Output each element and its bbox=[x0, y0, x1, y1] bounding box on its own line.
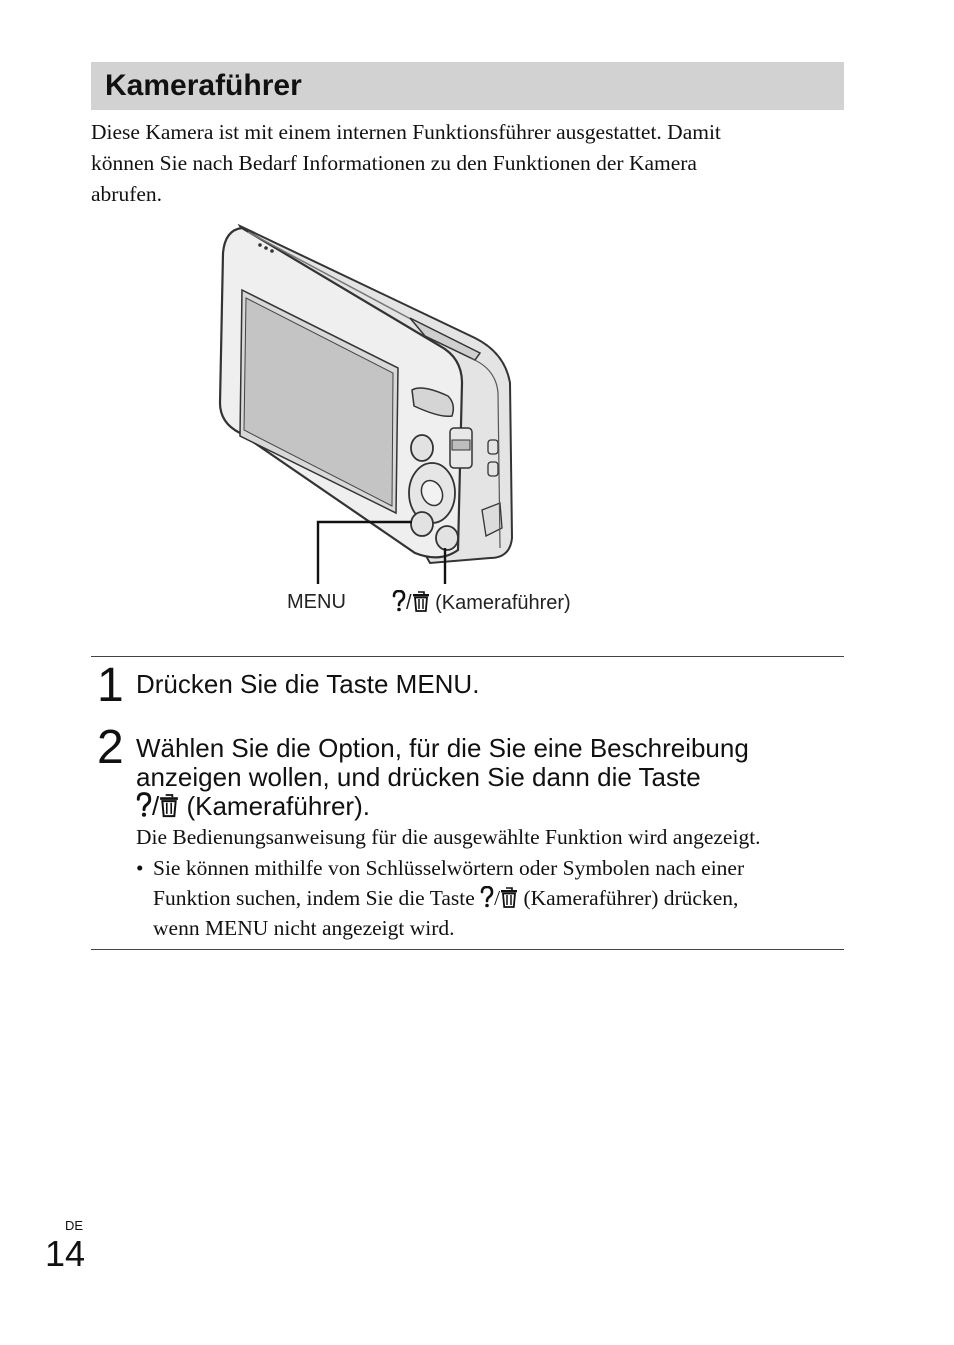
bullet-line bbox=[153, 883, 738, 913]
step-2-line: Wählen Sie die Option, für die Sie eine Beschreibung bbox=[136, 733, 749, 763]
page-number: 14 bbox=[45, 1233, 86, 1274]
bullet-text: Funktion suchen, indem Sie die Taste bbox=[153, 886, 481, 910]
step-2-rest: (Kameraführer). bbox=[179, 791, 370, 821]
intro-line: Diese Kamera ist mit einem internen Funktionsführer ausgestattet. Damit bbox=[91, 120, 721, 144]
trash-icon bbox=[500, 886, 518, 908]
bullet-line: Sie können mithilfe von Schlüsselwörtern oder Symbolen nach einer bbox=[153, 856, 745, 880]
trash-icon bbox=[412, 590, 430, 612]
guide-separator: / bbox=[406, 592, 412, 614]
guide-button-label bbox=[392, 590, 571, 615]
page-language: DE bbox=[65, 1218, 84, 1233]
menu-button-label: MENU bbox=[287, 591, 346, 613]
section-header bbox=[91, 62, 844, 110]
top-rule bbox=[91, 656, 844, 657]
step-number: 1 bbox=[97, 659, 124, 712]
bullet-separator: / bbox=[494, 886, 501, 910]
step-number: 2 bbox=[97, 721, 124, 774]
step-2-text bbox=[136, 734, 836, 821]
section-title: Kameraführer bbox=[105, 69, 302, 102]
step-2-separator: / bbox=[152, 791, 160, 821]
intro-line: können Sie nach Bedarf Informationen zu den Funktionen der Kamera bbox=[91, 151, 697, 175]
guide-label-text: (Kameraführer) bbox=[435, 592, 571, 614]
step-2-line bbox=[136, 792, 836, 821]
trash-icon bbox=[159, 792, 179, 818]
bullet-mark: • bbox=[136, 856, 144, 880]
bottom-rule bbox=[91, 949, 844, 950]
intro-line: abrufen. bbox=[91, 182, 163, 206]
question-icon bbox=[136, 792, 152, 818]
intro-paragraph bbox=[91, 117, 811, 210]
question-icon bbox=[480, 886, 494, 908]
step-1-text: Drücken Sie die Taste MENU. bbox=[136, 669, 480, 699]
camera-illustration bbox=[200, 218, 620, 638]
bullet-line: wenn MENU nicht angezeigt wird. bbox=[153, 916, 455, 940]
question-icon bbox=[392, 590, 406, 612]
camera-drawing bbox=[200, 218, 620, 638]
step-2-line: anzeigen wollen, und drücken Sie dann die Taste bbox=[136, 762, 701, 792]
bullet-text: (Kameraführer) drücken, bbox=[518, 886, 739, 910]
step-2-description: Die Bedienungsanweisung für die ausgewählte Funktion wird angezeigt. bbox=[136, 825, 761, 849]
